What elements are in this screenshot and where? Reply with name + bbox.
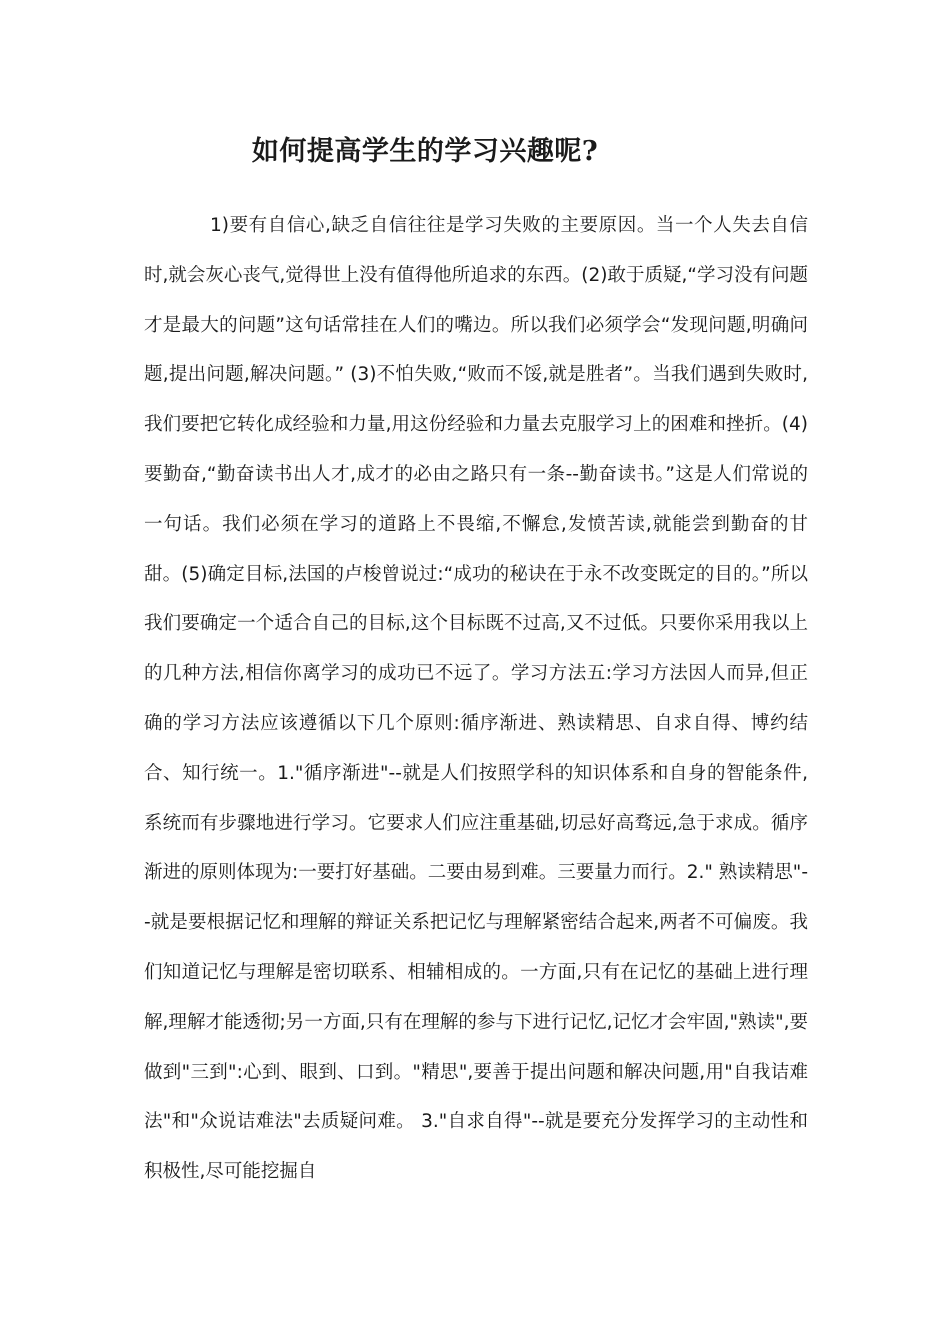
page-title: 如何提高学生的学习兴趣呢? (251, 136, 599, 167)
body-paragraph: 1)要有自信心,缺乏自信往往是学习失败的主要原因。当一个人失去自信时,就会灰心丧气,觉得世上没有值得他所追求的东西。(2)敢于质疑,“学习没有问题才是最大的问题”这句话常挂在人们的嘴边。所以我们必须学会“发现问题,明确问题,提出问题,解决问题。” (3)不怕失败,“败而不馁,就是胜者”。当我们遇到失败时,我们要把它转化成经验和力量,用这份经验和力量去克服学习上的困难和挫折。(4)要勤奋,“勤奋读书出人才,成才的必由之路只有一条--勤奋读书。”这是人们常说的一句话。我们必须在学习的道路上不畏缩,不懈怠,发愤苦读,就能尝到勤奋的甘甜。(5)确定目标,法国的卢梭曾说过:“成功的秘诀在于永不改变既定的目的。”所以我们要确定一个适合自己的目标,这个目标既不过高,又不过低。只要你采用我以上的几种方法,相信你离学习的成功已不远了。学习方法五:学习方法因人而异,但正确的学习方法应该遵循以下几个原则:循序渐进、熟读精思、自求自得、博约结合、知行统一。1."循序渐进"--就是人们按照学科的知识体系和自身的智能条件,系统而有步骤地进行学习。它要求人们应注重基础,切忌好高骛远,急于求成。循序渐进的原则体现为:一要打好基础。二要由易到难。三要量力而行。2." 熟读精思"--就是要根据记忆和理解的辩证关系把记忆与理解紧密结合起来,两者不可偏废。我们知道记忆与理解是密切联系、相辅相成的。一方面,只有在记忆的基础上进行理解,理解才能透彻;另一方面,只有在理解的参与下进行记忆,记忆才会牢固,"熟读",要做到"三到":心到、眼到、口到。"精思",要善于提出问题和解决问题,用"自我诘难法"和"众说诘难法"去质疑问难。 3."自求自得"--就是要充分发挥学习的主动性和积极性,尽可能挖掘自 (144, 215, 808, 1183)
